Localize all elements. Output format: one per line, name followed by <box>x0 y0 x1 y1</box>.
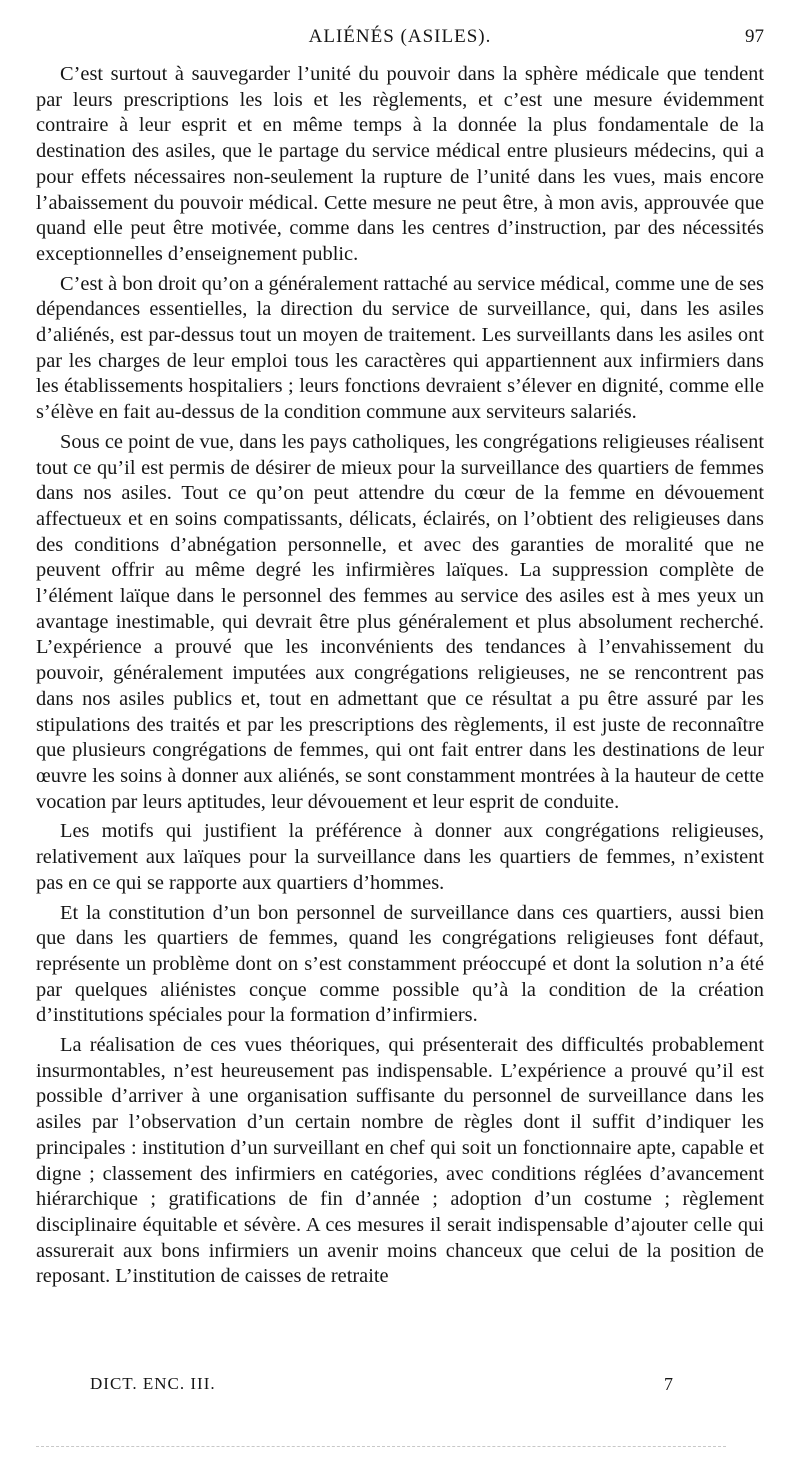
bottom-bleed-line <box>36 1446 726 1447</box>
paragraph-service-surveillance: C’est à bon droit qu’on a généralement rattaché au service médical, comme une de ses dépendances essentielles, la direction du service de surveillance, qui, dans les asiles d’aliénés, est par-dessus tout un moyen de traitement. Les surveillants dans les asiles ont par les charges de leur emploi tous les caractères qui appartiennent aux infirmiers dans les établissements hospitaliers ; leurs fonctions devraient s’élever en dignité, comme elle s’élève en fait au-dessus de la condition commune aux serviteurs salariés. <box>36 272 764 424</box>
paragraph-congregations: Sous ce point de vue, dans les pays catholiques, les congrégations religieuses réalisent tout ce qu’il est permis de désirer de mieux pour la surveillance des quartiers de femmes dans nos asiles. Tout ce qu’on peut attendre du cœur de la femme en dévouement affectueux et en soins compatissants, délicats, éclairés, on l’obtient des religieuses dans des conditions d’abnégation personnelle, et avec des garanties de moralité que ne peuvent offrir au même degré les infirmières laïques. La suppression complète de l’élément laïque dans le personnel des femmes au service des asiles est à mes yeux un avantage inestimable, qui devrait être plus généralement et plus absolument recherché. L’expérience a prouvé que les inconvénients des tendances à l’envahissement du pouvoir, généralement imputées aux congrégations religieuses, ne se rencontrent pas dans nos asiles publics et, tout en admettant que ce résultat a pu être assuré par les stipulations des traités et par les prescriptions des règlements, il est juste de reconnaître que plusieurs congrégations de femmes, qui ont fait entrer dans les destinations de leur œuvre les soins à donner aux aliénés, se sont constamment montrées à la hauteur de cette vocation par leurs aptitudes, leur dévouement et leur esprit de conduite. <box>36 430 764 813</box>
page-header <box>36 24 764 54</box>
paragraph-constitution-personnel: Et la constitution d’un bon personnel de surveillance dans ces quartiers, aussi bien que dans les quartiers de femmes, quand les congrégations religieuses font défaut, représente un problème dont on s’est constamment préoccupé et dont la solution n’a été par quelques aliénistes conçue comme possible qu’à la condition de la création d’institutions spéciales pour la formation d’infirmiers. <box>36 901 764 1027</box>
running-title: ALIÉNÉS (ASILES). <box>308 26 492 47</box>
sheet-number: 7 <box>664 1374 673 1394</box>
body-text <box>36 62 764 1294</box>
paragraph-realisation: La réalisation de ces vues théoriques, qui présenterait des difficultés probablement insurmontables, n’est heureusement pas indispensable. L’expérience a prouvé qu’il est possible d’arriver à une organisation suffisante du personnel de surveillance dans les asiles par l’observation d’un certain nombre de règles dont il suffit d’indiquer les principales : institution d’un surveillant en chef qui soit un fonctionnaire apte, capable et digne ; classement des infirmiers en catégories, avec conditions réglées d’avancement hiérarchique ; gratifications de fin d’année ; adoption d’un costume ; règlement disciplinaire équitable et sévère. A ces mesures il serait indispensable d’ajouter celle qui assurerait aux bons infirmiers un avenir moins chanceux que celui de la position de reposant. L’institution de caisses de retraite <box>36 1034 764 1288</box>
page-footer <box>36 1372 764 1400</box>
page-number: 97 <box>745 26 764 47</box>
printer-signature: DICT. ENC. III. <box>90 1374 216 1393</box>
paragraph-motifs: Les motifs qui justifient la préférence à donner aux congrégations religieuses, relativement aux laïques pour la surveillance dans les quartiers de femmes, n’existent pas en ce qui se rapporte aux quartiers d’hommes. <box>36 820 764 894</box>
paragraph-unite-pouvoir: C’est surtout à sauvegarder l’unité du pouvoir dans la sphère médicale que tendent par leurs prescriptions les lois et les règlements, et c’est une mesure évidemment contraire à leur esprit et en même temps à la donnée la plus fondamentale de la destination des asiles, que le partage du service médical entre plusieurs médecins, qui a pour effets nécessaires non-seulement la rupture de l’unité dans les vues, mais encore l’abaissement du pouvoir médical. Cette mesure ne peut être, à mon avis, approuvée que quand elle peut être motivée, comme dans les centres d’instruction, par des nécessités exceptionnelles d’enseignement public. <box>36 63 764 265</box>
